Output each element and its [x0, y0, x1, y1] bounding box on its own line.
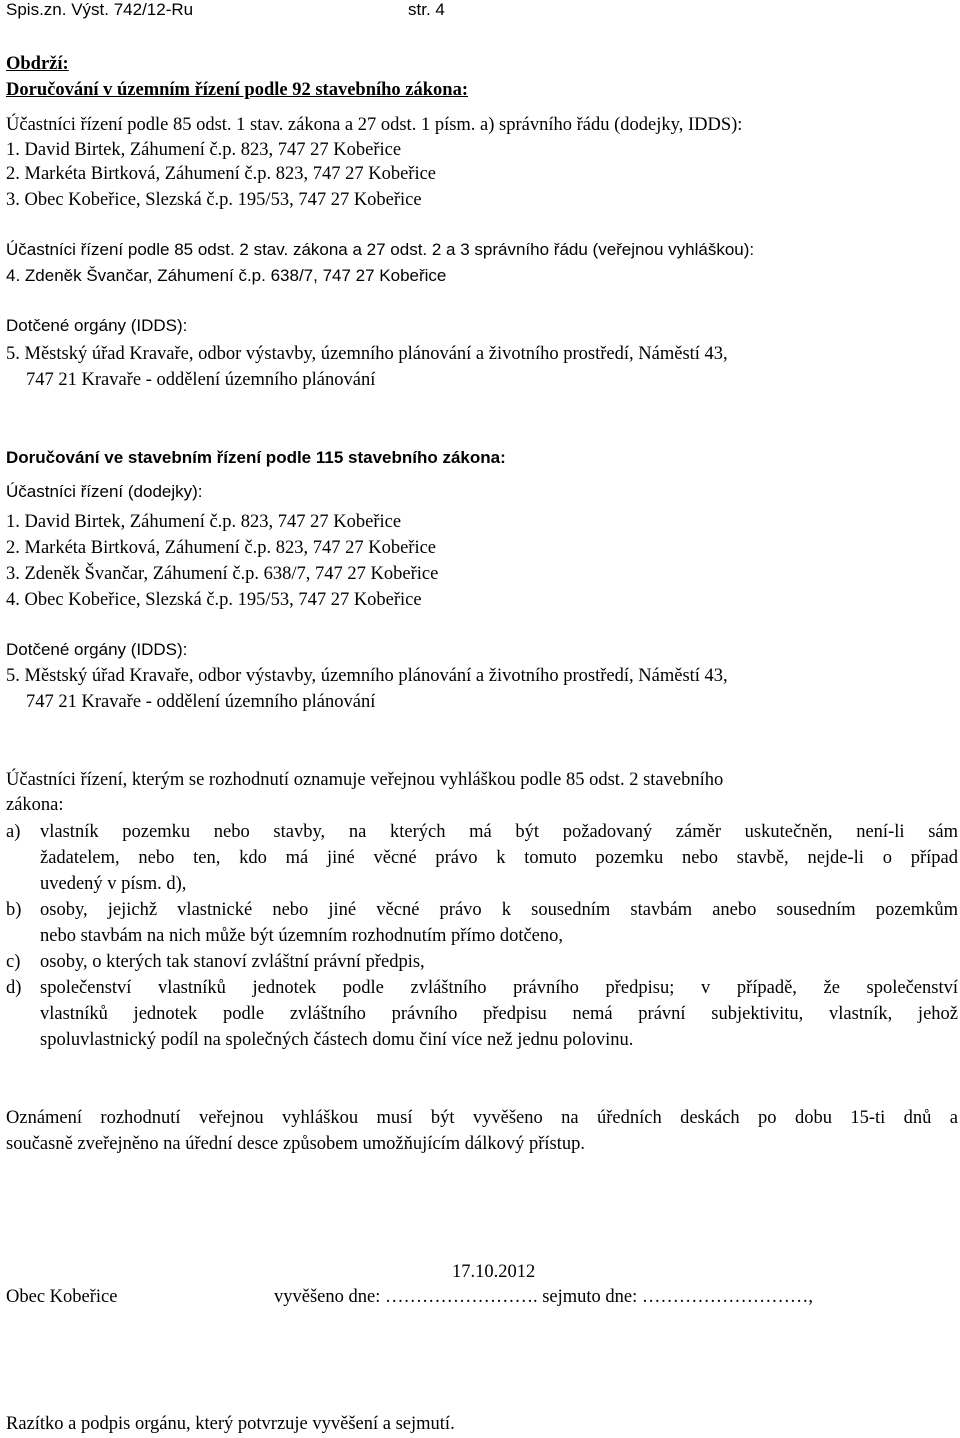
public-intro: Účastníci řízení, kterým se rozhodnutí oznamuje veřejnou vyhláškou podle 85 odst. 2 stavebního [6, 770, 724, 790]
item-text: uvedený v písm. d), [40, 874, 187, 894]
item-text: vlastníků jednotek podle zvláštního právního předpisu nemá právní subjektivitu, vlastník, jehož [40, 1004, 958, 1024]
organs-title: Dotčené orgány (IDDS): [6, 640, 188, 659]
notice-text: Oznámení rozhodnutí veřejnou vyhláškou musí být vyvěšeno na úředních deskách po dobu 15-ti dnů a [6, 1108, 958, 1128]
page-number: str. 4 [408, 0, 445, 19]
section2-intro: Účastníci řízení (dodejky): [6, 482, 203, 501]
item-text: spoluvlastnický podíl na společných částech domu činí více než jednu polovinu. [40, 1030, 634, 1050]
municipality-name: Obec Kobeřice [6, 1287, 118, 1307]
group2-intro: Účastníci řízení podle 85 odst. 2 stav. zákona a 27 odst. 2 a 3 správního řádu (veřejnou vyhláškou): [6, 240, 755, 259]
item-text: žadatelem, nebo ten, kdo má jiné věcné právo k tomuto pozemku nebo stavbě, nejde-li o případ [40, 848, 958, 868]
item-label: d) [6, 978, 22, 998]
item-text: osoby, o kterých tak stanoví zvláštní právní předpis, [40, 952, 425, 972]
posting-dates: vyvěšeno dne: ……………………. sejmuto dne: ………………………, [274, 1287, 814, 1307]
public-intro: zákona: [6, 795, 64, 815]
item-label: c) [6, 952, 21, 972]
organ-line: 5. Městský úřad Kravaře, odbor výstavby, územního plánování a životního prostředí, Náměstí 43, [6, 344, 728, 364]
section2-title: Doručování ve stavebním řízení podle 115 stavebního zákona: [6, 448, 506, 467]
document-date: 17.10.2012 [452, 1262, 536, 1282]
organ-line: 747 21 Kravaře - oddělení územního plánování [26, 370, 376, 390]
stamp-note: Razítko a podpis orgánu, který potvrzuje vyvěšení a sejmutí. [6, 1414, 455, 1434]
section1-title: Doručování v územním řízení podle 92 stavebního zákona: [6, 80, 468, 100]
item-text: nebo stavbám na nich může být územním rozhodnutím přímo dotčeno, [40, 926, 564, 946]
list-item: 3. Obec Kobeřice, Slezská č.p. 195/53, 747 27 Kobeřice [6, 190, 422, 210]
item-label: a) [6, 822, 21, 842]
organs-title: Dotčené orgány (IDDS): [6, 316, 188, 335]
item-text: vlastník pozemku nebo stavby, na kterých má být požadovaný záměr uskutečněn, není-li sám [40, 822, 958, 842]
organ-line: 747 21 Kravaře - oddělení územního plánování [26, 692, 376, 712]
list-item: 2. Markéta Birtková, Záhumení č.p. 823, 747 27 Kobeřice [6, 538, 437, 558]
organ-line: 5. Městský úřad Kravaře, odbor výstavby, územního plánování a životního prostředí, Náměstí 43, [6, 666, 728, 686]
list-item: 3. Zdeněk Švančar, Záhumení č.p. 638/7, 747 27 Kobeřice [6, 564, 439, 584]
list-item: 1. David Birtek, Záhumení č.p. 823, 747 27 Kobeřice [6, 140, 402, 160]
item-text: společenství vlastníků jednotek podle zvláštního právního předpisu; v případě, že společenství [40, 978, 958, 998]
list-item: 4. Obec Kobeřice, Slezská č.p. 195/53, 747 27 Kobeřice [6, 590, 422, 610]
list-item: 1. David Birtek, Záhumení č.p. 823, 747 27 Kobeřice [6, 512, 402, 532]
recipients-heading: Obdrží: [6, 54, 69, 74]
document-reference: Spis.zn. Výst. 742/12-Ru [6, 0, 194, 19]
item-label: b) [6, 900, 22, 920]
list-item: 4. Zdeněk Švančar, Záhumení č.p. 638/7, 747 27 Kobeřice [6, 266, 447, 285]
list-item: 2. Markéta Birtková, Záhumení č.p. 823, 747 27 Kobeřice [6, 164, 437, 184]
notice-text: současně zveřejněno na úřední desce způsobem umožňujícím dálkový přístup. [6, 1134, 585, 1154]
group1-intro: Účastníci řízení podle 85 odst. 1 stav. zákona a 27 odst. 1 písm. a) správního řádu (dodejky, IDDS): [6, 115, 743, 135]
item-text: osoby, jejichž vlastnické nebo jiné věcné právo k sousedním stavbám anebo sousedním pozemkům [40, 900, 958, 920]
